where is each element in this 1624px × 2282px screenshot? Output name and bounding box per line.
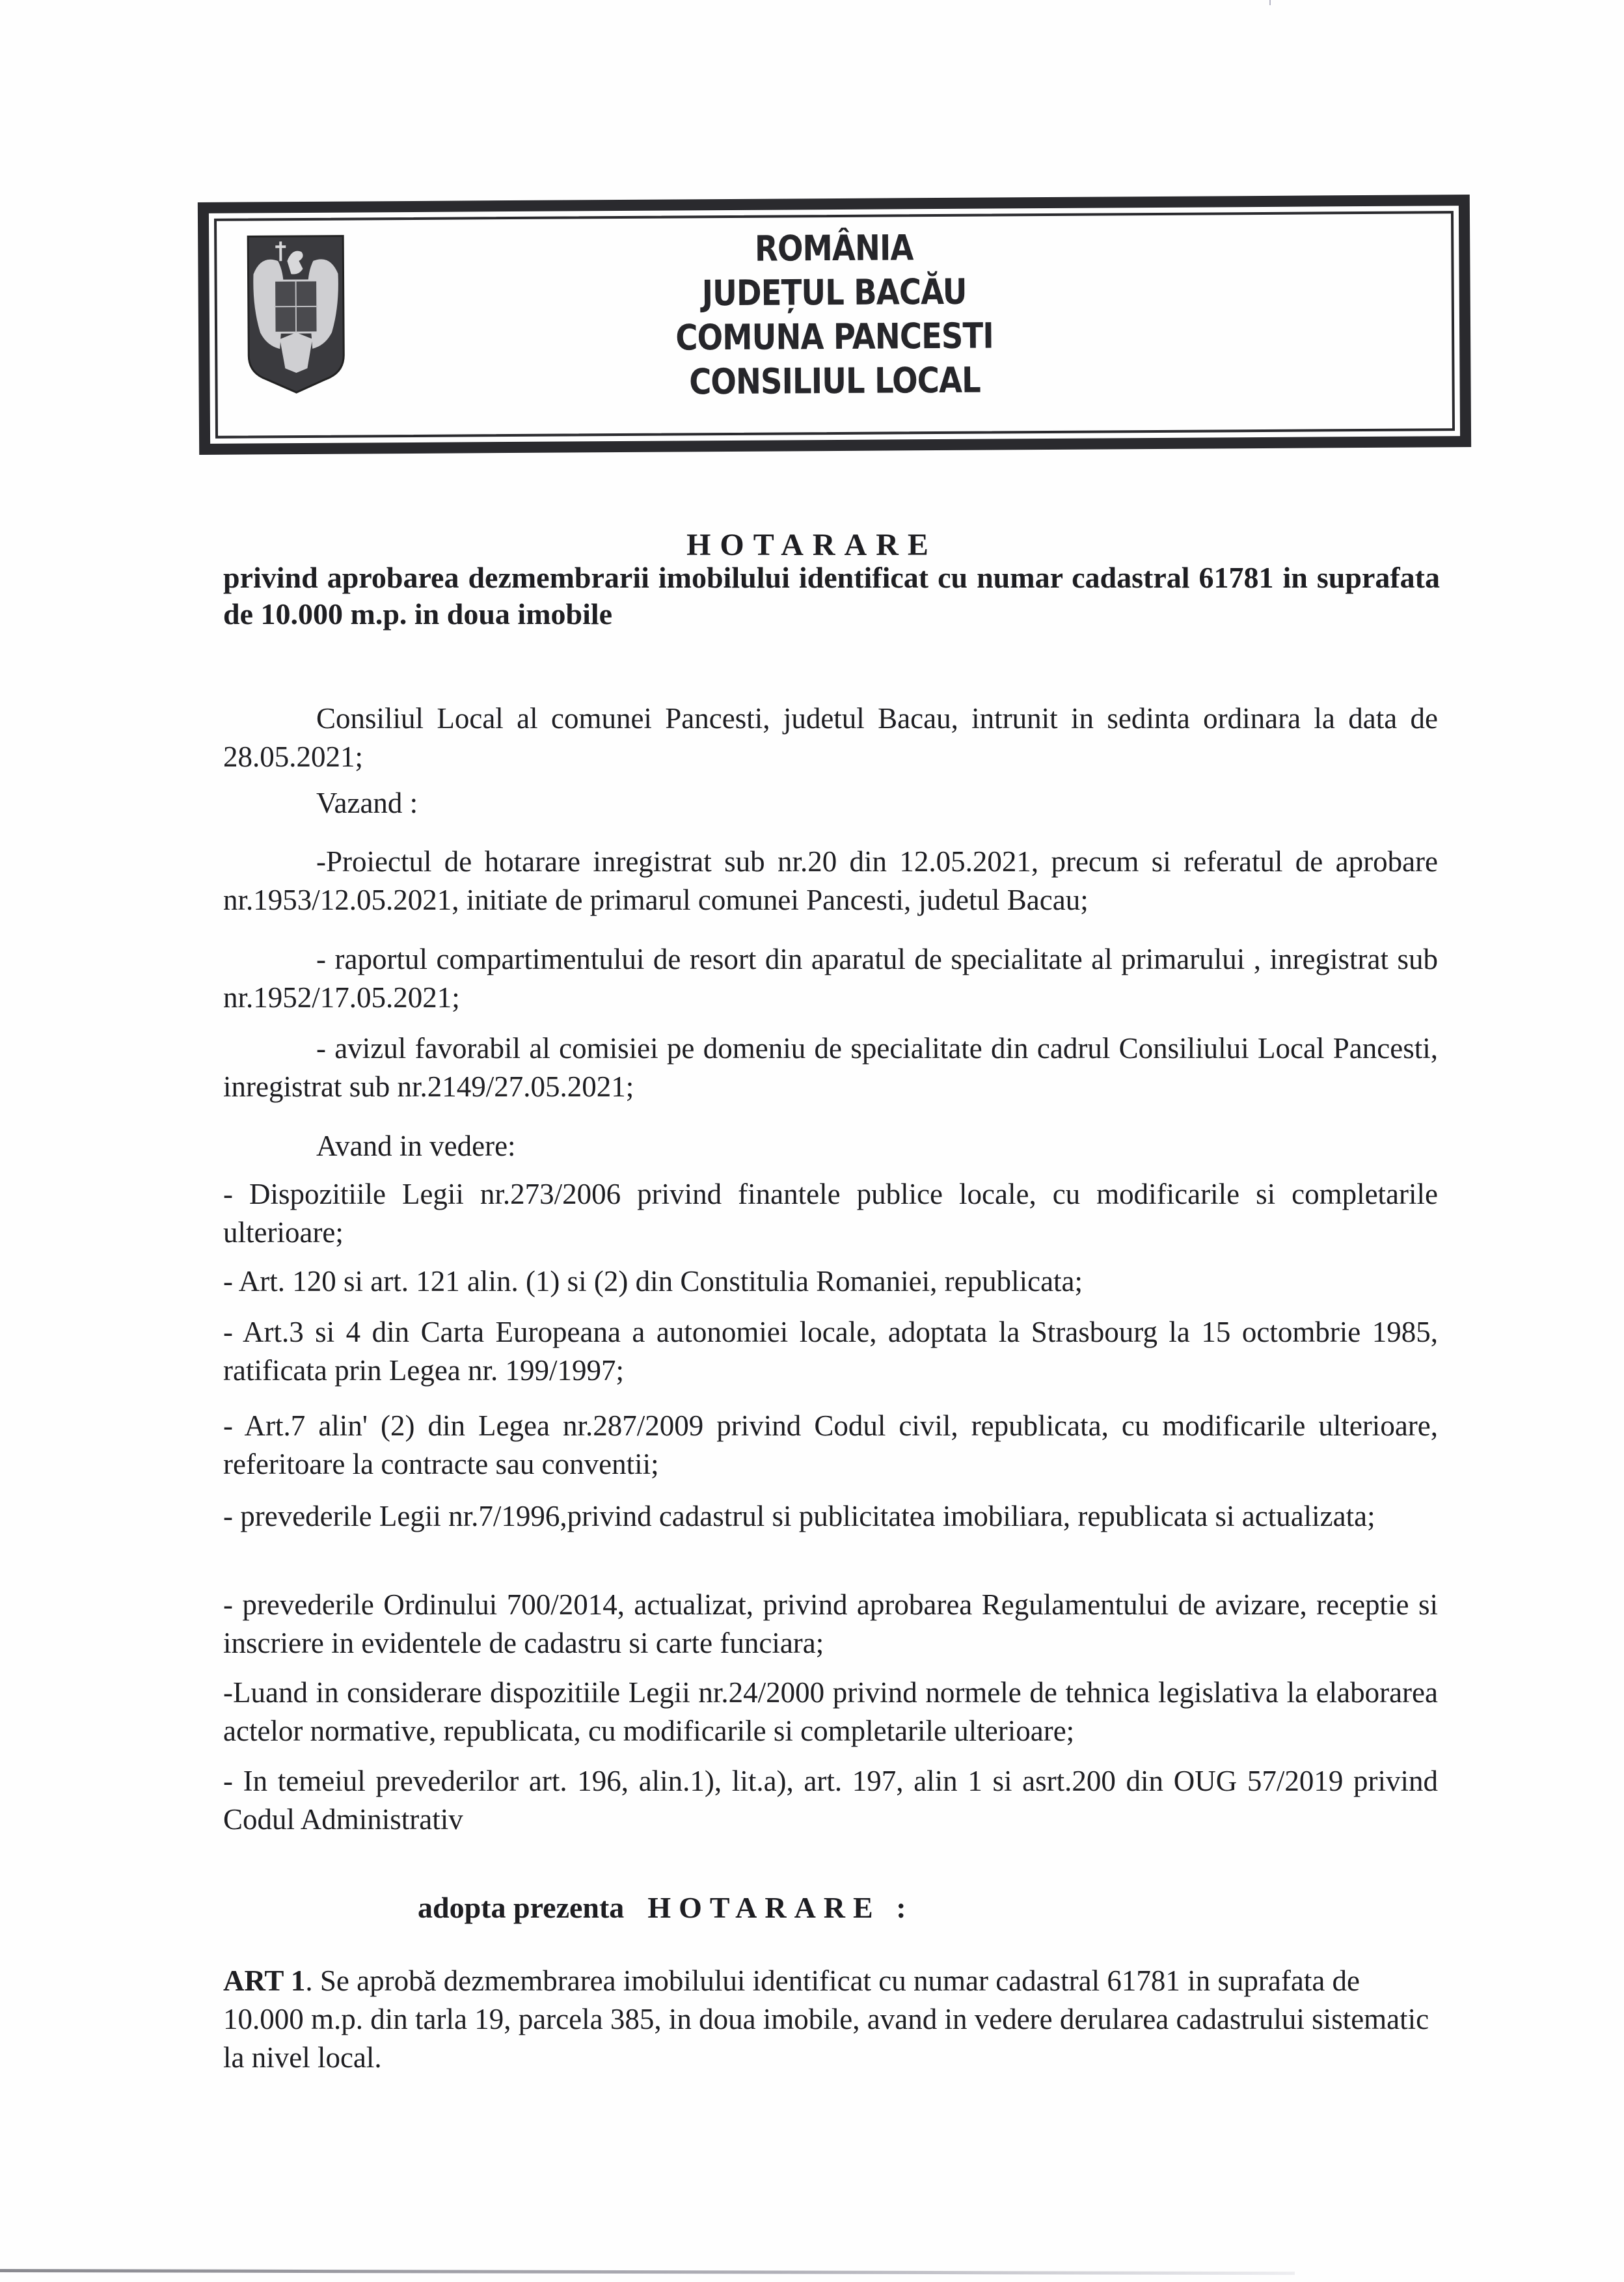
vazand-item: -Proiectul de hotarare inregistrat sub nr.20 din 12.05.2021, precum si referatul de aprobare nr.1953/12.05.2021, initiate de primarul comunei Pancesti, judetul Bacau; [223, 845, 1438, 916]
scan-artifact [1269, 0, 1271, 5]
adopta-heading [418, 1888, 914, 1927]
avand-item: -Luand in considerare dispozitiile Legii nr.24/2000 privind normele de tehnica legislativa la elaborarea actelor normative, republicata, cu modificarile si completarile ulterioare; [223, 1676, 1438, 1747]
letterhead-county: JUDEȚUL BACĂU [701, 271, 967, 314]
article-1 [223, 1962, 1438, 2077]
article-text: . Se aprobă dezmembrarea imobilului identificat cu numar cadastral 61781 in suprafata de 10.000 m.p. din tarla 19, parcela 385, in doua imobile, avand in vedere derularea cadastrului sistematic la nivel local. [223, 1964, 1429, 2074]
scan-edge-line [0, 2269, 1295, 2275]
adopta-prefix: adopta prezenta [418, 1891, 625, 1924]
letterhead-country: ROMÂNIA [754, 227, 914, 269]
avand-item: - Dispozitiile Legii nr.273/2006 privind finantele publice locale, cu modificarile si completarile ulterioare; [223, 1178, 1438, 1249]
document-title: HOTARARE [686, 528, 938, 562]
avand-item: - In temeiul prevederilor art. 196, alin.1), lit.a), art. 197, alin 1 si asrt.200 din OUG 57/2019 privind Codul Administrativ [223, 1765, 1438, 1836]
letterhead-inner-border [214, 211, 1455, 439]
avand-item: - Art.7 alin' (2) din Legea nr.287/2009 privind Codul civil, republicata, cu modificarile ulterioare, referitoare la contracte sau conventii; [223, 1409, 1438, 1480]
letterhead-commune: COMUNA PANCESTI [675, 315, 994, 359]
vazand-label: Vazand : [316, 787, 418, 819]
vazand-item: - raportul compartimentului de resort din aparatul de specialitate al primarului , inregistrat sub nr.1952/17.05.2021; [223, 943, 1438, 1014]
avand-item: - prevederile Legii nr.7/1996,privind cadastrul si publicitatea imobiliara, republicata si actualizata; [223, 1500, 1375, 1532]
avand-label: Avand in vedere: [316, 1130, 516, 1162]
avand-item: - Art.3 si 4 din Carta Europeana a autonomiei locale, adoptata la Strasbourg la 15 octombrie 1985, ratificata prin Legea nr. 199/1997; [223, 1316, 1438, 1387]
document-subject: privind aprobarea dezmembrarii imobilului identificat cu numar cadastral 61781 in suprafata de 10.000 m.p. in doua imobile [223, 561, 1440, 631]
avand-item: - prevederile Ordinului 700/2014, actualizat, privind aprobarea Regulamentului de avizare, receptie si inscriere in evidentele de cadastru si carte funciara; [223, 1588, 1438, 1659]
article-label: ART 1 [223, 1964, 306, 1997]
vazand-item: - avizul favorabil al comisiei pe domeniu de specialitate din cadrul Consiliului Local Pancesti, inregistrat sub nr.2149/27.05.2021; [223, 1032, 1438, 1103]
letterhead-text [217, 223, 1452, 407]
avand-item: - Art. 120 si art. 121 alin. (1) si (2) din Constitulia Romaniei, republicata; [223, 1265, 1083, 1297]
intro-paragraph: Consiliul Local al comunei Pancesti, judetul Bacau, intrunit in sedinta ordinara la data de 28.05.2021; [223, 702, 1438, 773]
letterhead-box [198, 195, 1471, 455]
letterhead-council: CONSILIUL LOCAL [689, 359, 981, 403]
adopta-word: HOTARARE : [647, 1891, 914, 1924]
